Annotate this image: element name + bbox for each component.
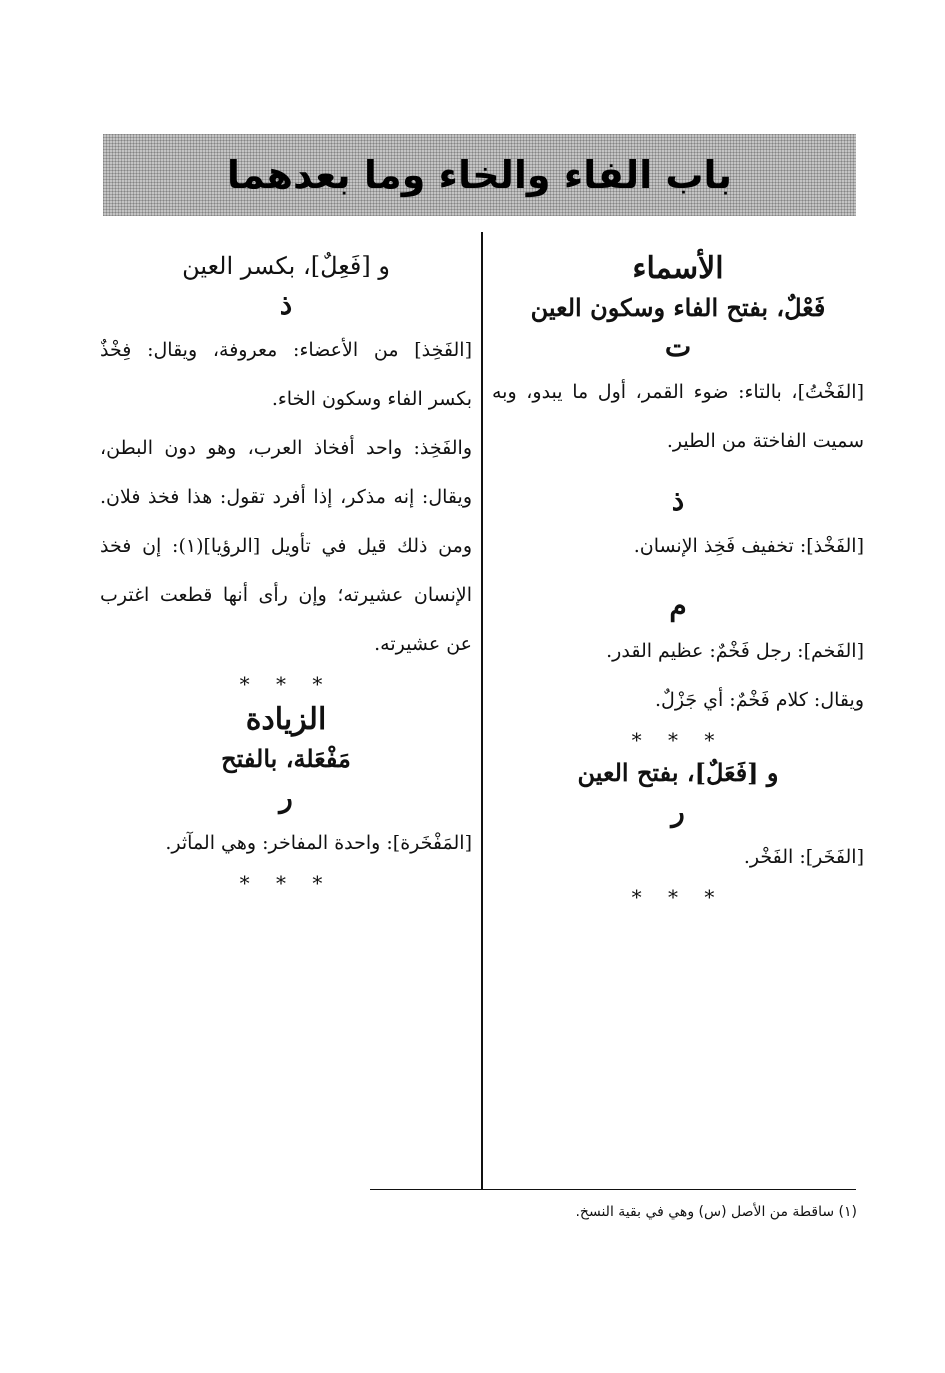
letter-heading: ر: [279, 781, 293, 814]
pattern-heading: مَفْعَلة، بالفتح: [221, 744, 351, 773]
dictionary-entry: [المَفْخَرة]: واحدة المفاخر: وهي المآثر.: [165, 832, 472, 854]
dictionary-entry: [الفَخْتُ]، بالتاء: ضوء القمر، أول ما يبدو، وبه سميت الفاختة من الطير.: [492, 381, 864, 452]
footnote: (١) ساقطة من الأصل (س) وهي في بقية النسخ.: [575, 1204, 857, 1220]
dictionary-entry: والفَخِذ: واحد أفخاذ العرب، وهو دون البطن، ويقال: إنه مذكر، إذا أفرد تقول: هذا فخذ فلان. ومن ذلك قيل في تأويل [الرؤيا](١): إن فخذ الإنسان عشيرته؛ وإن رأى أنها قطعت اغترب عن عشيرته.: [100, 437, 473, 655]
pattern-heading: و [فَعَلٌ]، بفتح العين: [577, 758, 779, 787]
letter-heading: ذ: [279, 288, 293, 321]
right-column: [492, 248, 864, 912]
section-separator: * * *: [631, 885, 725, 909]
section-separator: * * *: [239, 672, 333, 696]
dictionary-entry: [الفَخَر]: الفَخْر.: [743, 846, 864, 868]
letter-heading: م: [669, 589, 687, 622]
section-heading-nouns: الأسماء: [632, 251, 724, 286]
chapter-title: باب الفاء والخاء وما بعدهما: [226, 153, 733, 197]
dictionary-entry: [الفَخْذ]: تخفيف فَخِذ الإنسان.: [633, 535, 864, 557]
pattern-heading: فَعْلٌ، بفتح الفاء وسكون العين: [530, 293, 826, 322]
left-column: [100, 248, 472, 898]
column-divider: [481, 232, 483, 1190]
section-separator: * * *: [239, 871, 333, 895]
chapter-title-banner: [103, 134, 856, 216]
pattern-heading: و [فَعِلٌ]، بكسر العين: [182, 252, 390, 280]
dictionary-entry: [الفَخِذ] من الأعضاء: معروفة، ويقال: فِخْذٌ بكسر الفاء وسكون الخاء.: [100, 339, 472, 410]
letter-heading: ذ: [671, 484, 685, 517]
dictionary-entry: ويقال: كلام فَخْمٌ: أي جَزْلٌ.: [655, 689, 864, 711]
section-heading-additions: الزيادة: [245, 702, 327, 737]
letter-heading: ر: [671, 795, 685, 828]
footnote-rule: [370, 1189, 856, 1190]
letter-heading: ت: [664, 330, 692, 363]
dictionary-entry: [الفَخم]: رجل فَخْمٌ: عظيم القدر.: [606, 640, 864, 662]
section-separator: * * *: [631, 728, 725, 752]
